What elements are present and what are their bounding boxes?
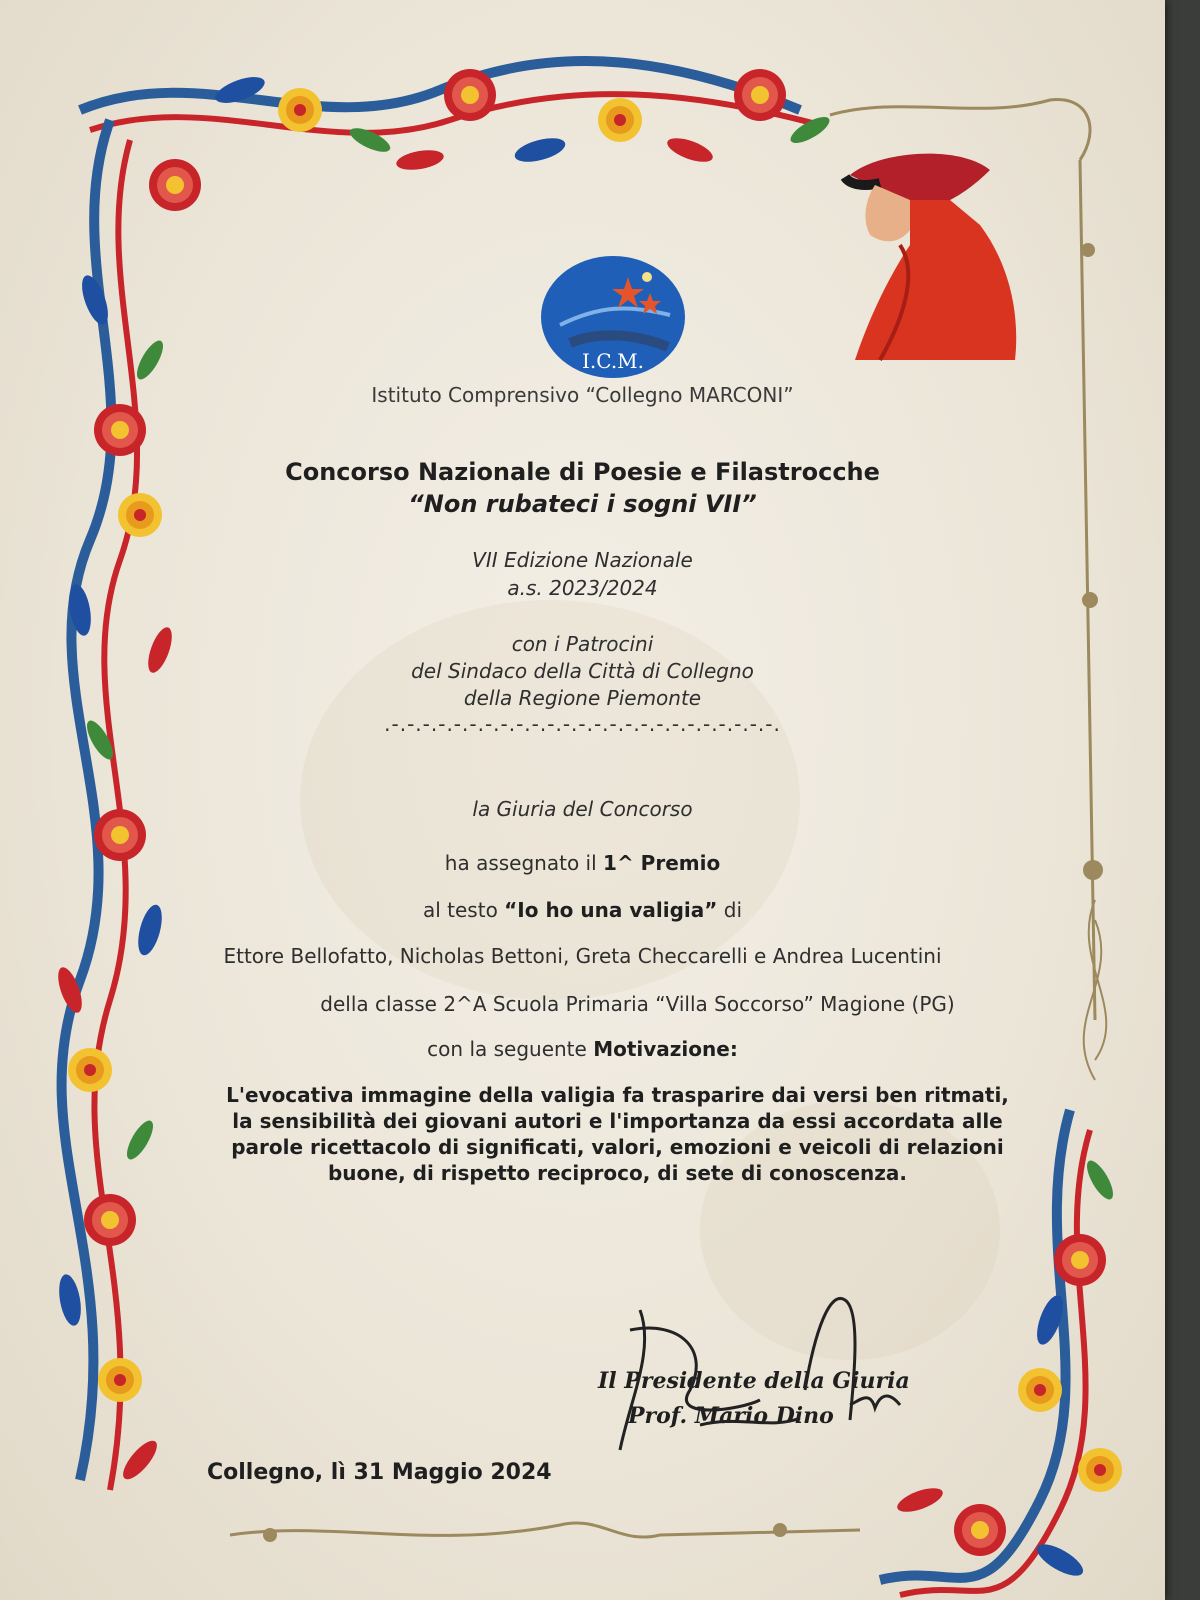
logo-text: I.C.M. bbox=[581, 349, 645, 373]
motivation-line: L'evocativa immagine della valigia fa trasparire dai versi ben ritmati, bbox=[226, 1083, 1009, 1107]
school-class: della classe 2^A Scuola Primaria “Villa Soccorso” Magione (PG) bbox=[320, 992, 955, 1016]
motivation-line: la sensibilità dei giovani autori e l'importanza da essi accordata alle bbox=[232, 1109, 1003, 1133]
school-logo bbox=[540, 255, 686, 379]
motivation-text bbox=[0, 1082, 1200, 1186]
motivation-line: parole ricettacolo di significati, valori, emozioni e veicoli di relazioni bbox=[231, 1135, 1004, 1159]
work-prefix: al testo bbox=[422, 898, 505, 922]
authors: Ettore Bellofatto, Nicholas Bettoni, Greta Checcarelli e Andrea Lucentini bbox=[223, 944, 942, 968]
motivation-prefix: con la seguente bbox=[427, 1037, 594, 1061]
prize-prefix: ha assegnato il bbox=[444, 851, 604, 875]
work-title: “Io ho una valigia” bbox=[504, 898, 718, 922]
motivation-intro bbox=[0, 1037, 1165, 1061]
motivation-label: Motivazione: bbox=[593, 1037, 738, 1061]
school-year: a.s. 2023/2024 bbox=[507, 576, 658, 600]
institute-name: Istituto Comprensivo “Collegno MARCONI” bbox=[371, 383, 794, 407]
motivation-line: buone, di rispetto reciproco, di sete di conoscenza. bbox=[327, 1161, 908, 1185]
patron-region: della Regione Piemonte bbox=[463, 686, 702, 710]
patronage-intro: con i Patrocini bbox=[511, 632, 654, 656]
place-date: Collegno, lì 31 Maggio 2024 bbox=[207, 1460, 552, 1485]
prize-name: 1^ Premio bbox=[603, 851, 721, 875]
signature-name: Prof. Mario Dino bbox=[628, 1403, 834, 1429]
separator-line: .-.-.-.-.-.-.-.-.-.-.-.-.-.-.-.-.-.-.-.-.-.-.-.-.-. bbox=[384, 712, 781, 736]
handwritten-signature bbox=[600, 1290, 940, 1460]
dante-portrait bbox=[840, 145, 1030, 365]
work-line bbox=[0, 898, 1165, 922]
signature-role: Il Presidente della Giuria bbox=[598, 1368, 910, 1394]
contest-subtitle: “Non rubateci i sogni VII” bbox=[408, 490, 757, 518]
jury-line: la Giuria del Concorso bbox=[472, 797, 693, 821]
edition: VII Edizione Nazionale bbox=[472, 548, 693, 572]
contest-title: Concorso Nazionale di Poesie e Filastrocche bbox=[285, 458, 880, 486]
work-suffix: di bbox=[717, 898, 742, 922]
patron-mayor: del Sindaco della Città di Collegno bbox=[411, 659, 754, 683]
prize-line bbox=[0, 851, 1165, 875]
